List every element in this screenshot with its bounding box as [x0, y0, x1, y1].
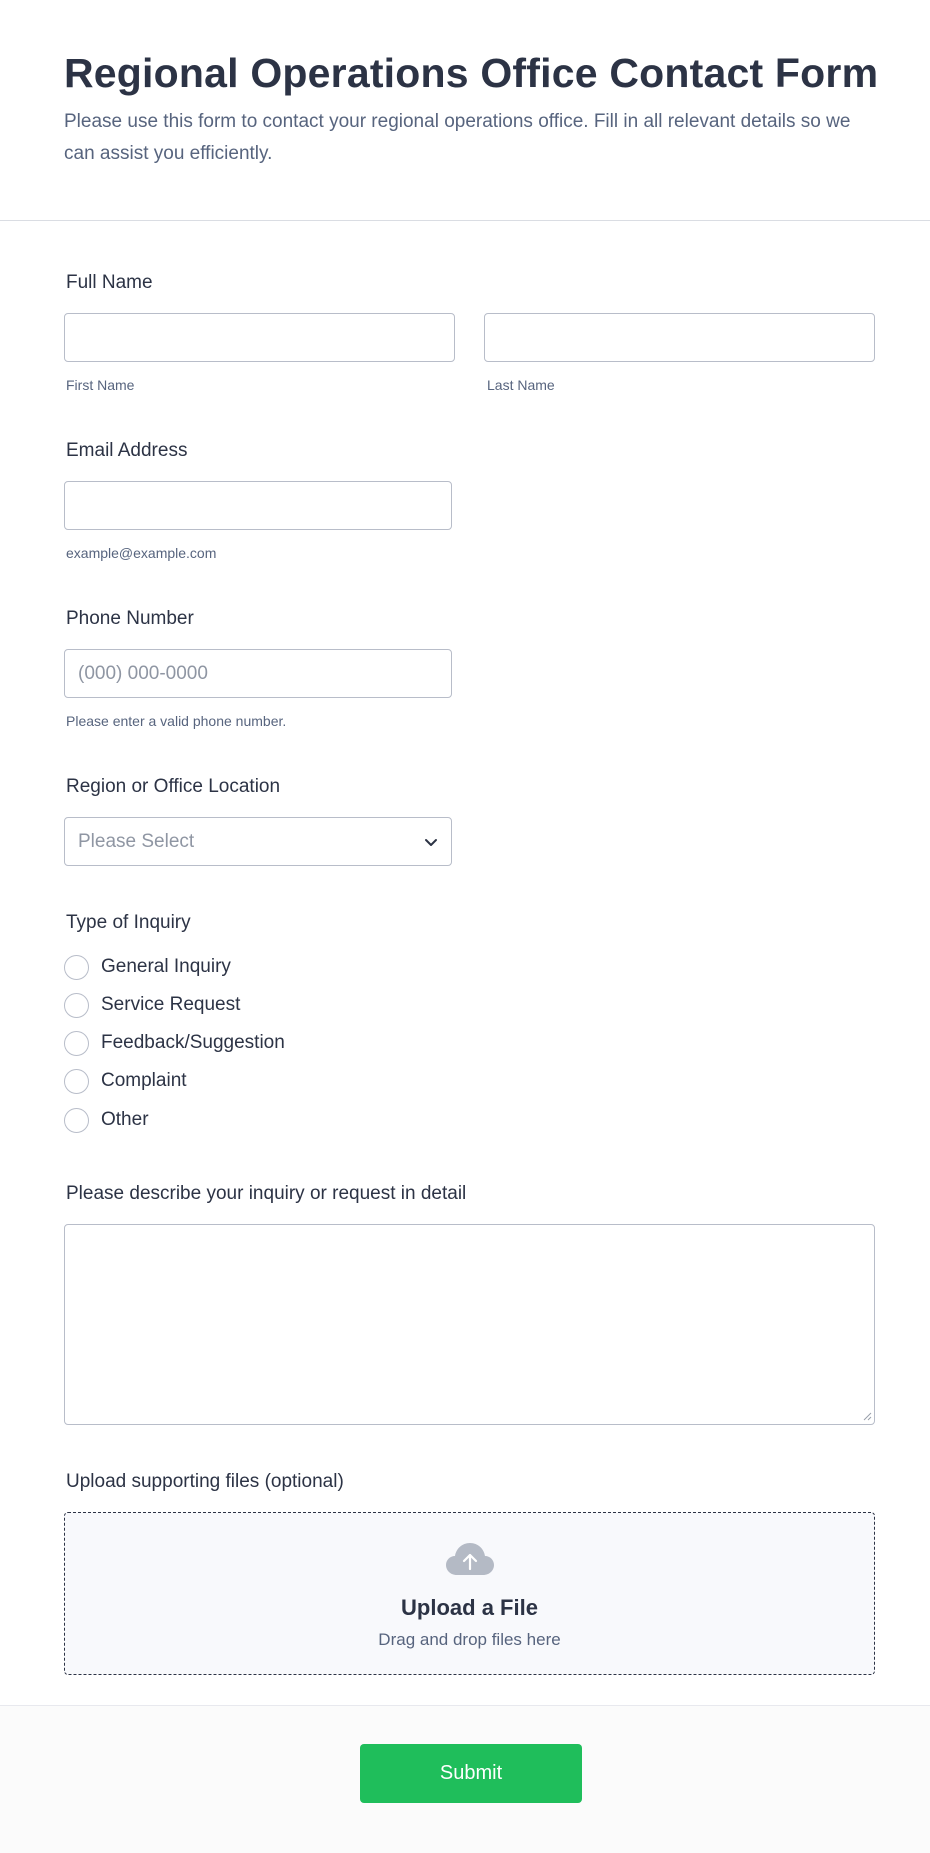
region-select[interactable]	[64, 817, 452, 866]
full-name-label: Full Name	[66, 272, 153, 293]
radio-service-request[interactable]	[64, 992, 240, 1018]
radio-feedback-suggestion[interactable]	[64, 1030, 285, 1056]
upload-title: Upload a File	[401, 1595, 538, 1620]
radio-label: Complaint	[101, 1070, 187, 1091]
cloud-upload-icon	[445, 1541, 495, 1577]
form-description: Please use this form to contact your regional operations office. Fill in all relevant details so we can assist you efficiently.	[64, 111, 851, 164]
first-name-input[interactable]	[64, 313, 455, 362]
page-title: Regional Operations Office Contact Form	[64, 50, 879, 96]
radio-button[interactable]	[64, 1069, 89, 1094]
details-textarea[interactable]	[64, 1224, 875, 1425]
radio-other[interactable]	[64, 1107, 149, 1133]
region-label: Region or Office Location	[66, 776, 281, 797]
radio-label: General Inquiry	[101, 956, 231, 977]
form-header	[0, 0, 930, 221]
radio-button[interactable]	[64, 993, 89, 1018]
region-select-value: Please Select	[78, 831, 195, 852]
radio-general-inquiry[interactable]	[64, 954, 231, 980]
last-name-sublabel: Last Name	[487, 377, 555, 393]
radio-button[interactable]	[64, 955, 89, 980]
details-label: Please describe your inquiry or request in detail	[66, 1183, 467, 1204]
email-label: Email Address	[66, 440, 188, 461]
last-name-input[interactable]	[484, 313, 875, 362]
upload-label: Upload supporting files (optional)	[66, 1471, 344, 1492]
radio-button[interactable]	[64, 1108, 89, 1133]
inquiry-type-label: Type of Inquiry	[66, 912, 191, 933]
radio-label: Other	[101, 1109, 149, 1130]
form-footer	[0, 1705, 930, 1853]
file-upload-dropzone[interactable]	[64, 1512, 875, 1675]
email-input[interactable]	[64, 481, 452, 530]
phone-sublabel: Please enter a valid phone number.	[66, 713, 287, 729]
resize-handle-icon[interactable]	[862, 1411, 872, 1421]
email-sublabel: example@example.com	[66, 545, 217, 561]
chevron-down-icon	[423, 835, 439, 849]
radio-label: Feedback/Suggestion	[101, 1032, 285, 1053]
radio-label: Service Request	[101, 994, 241, 1015]
first-name-sublabel: First Name	[66, 377, 135, 393]
submit-button[interactable]: Submit	[360, 1744, 582, 1803]
radio-button[interactable]	[64, 1031, 89, 1056]
upload-subtitle: Drag and drop files here	[378, 1630, 561, 1649]
phone-label: Phone Number	[66, 608, 194, 629]
phone-input[interactable]	[64, 649, 452, 698]
radio-complaint[interactable]	[64, 1068, 187, 1094]
